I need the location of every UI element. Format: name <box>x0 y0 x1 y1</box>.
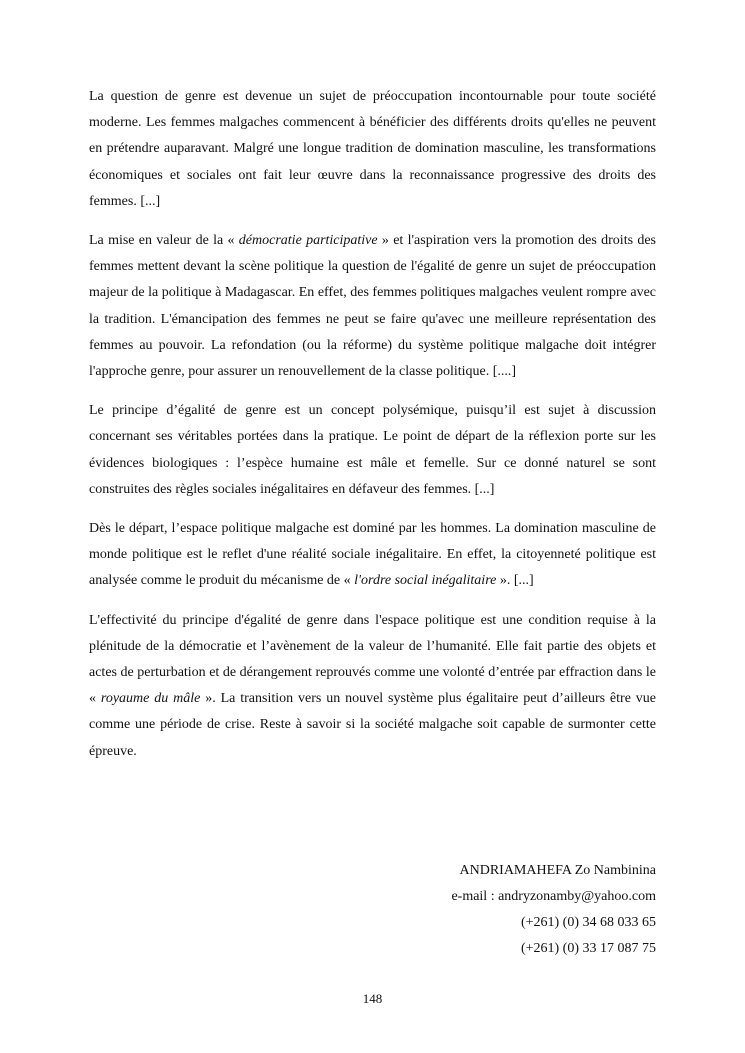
paragraph-1 <box>89 84 656 215</box>
text-run: Le principe d’égalité de genre est un concept polysémique, puisqu’il est sujet à discussion concernant ses véritables portées dans la pratique. Le point de départ de la réflexion porte sur les évidences biologiques : l’espèce humaine est mâle et femelle. Sur ce donné naturel se sont construites des règles sociales inégalitaires en défaveur des femmes. [...] <box>89 403 656 497</box>
paragraph-5 <box>89 608 656 765</box>
text-run: » et l'aspiration vers la promotion des droits des femmes mettent devant la scène politique la question de l'égalité de genre un sujet de préoccupation majeur de la politique à Madagascar. En effet, des femmes politiques malgaches veulent rompre avec la tradition. L'émancipation des femmes ne peut se faire qu'avec une meilleure représentation des femmes au pouvoir. La refondation (ou la réforme) du système politique malgache doit intégrer l'approche genre, pour assurer un renouvellement de la classe politique. [....] <box>89 233 656 380</box>
text-run: La mise en valeur de la « <box>89 233 239 249</box>
author-name: ANDRIAMAHEFA Zo Nambinina <box>459 863 656 878</box>
paragraph-4 <box>89 516 656 595</box>
italic-phrase: royaume du mâle <box>100 691 201 707</box>
text-run: L'effectivité du principe d'égalité de genre dans l'espace politique est une condition requise à la plénitude de la démocratie et l’avènement de la valeur de l’humanité. Elle fait partie des objets et actes de perturbation et de dérangement reprouvés comme une volonté d’entrée par effraction dans le « <box>89 612 656 707</box>
author-email: e-mail : andryzonamby@yahoo.com <box>451 889 656 904</box>
text-run: Dès le départ, l’espace politique malgache est dominé par les hommes. La domination masculine de monde politique est le reflet d'une réalité sociale inégalitaire. En effet, la citoyenneté politique est analysée comme le produit du mécanisme de « <box>89 521 656 589</box>
paragraph-2 <box>89 228 656 385</box>
text-run: La question de genre est devenue un sujet de préoccupation incontournable pour toute société moderne. Les femmes malgaches commencent à bénéficier des différents droits qu'elles ne peuvent en prétendre auparavant. Malgré une longue tradition de domination masculine, les transformations économiques et sociales ont fait leur œuvre dans la reconnaissance progressive des droits des femmes. [...] <box>89 89 656 209</box>
author-phone-1: (+261) (0) 34 68 033 65 <box>520 915 656 930</box>
body-text <box>89 84 656 778</box>
text-run: ». [...] <box>496 573 534 589</box>
author-signature-block <box>340 858 656 962</box>
italic-phrase: l'ordre social inégalitaire <box>354 573 497 589</box>
paragraph-3 <box>89 398 656 503</box>
text-run: ». La transition vers un nouvel système plus égalitaire peut d’ailleurs être vue comme une période de crise. Reste à savoir si la société malgache soit capable de surmonter cette épreuve. <box>89 691 657 759</box>
italic-phrase: démocratie participative <box>238 233 378 249</box>
page-number: 148 <box>362 991 383 1006</box>
author-phone-2: (+261) (0) 33 17 087 75 <box>520 941 656 956</box>
